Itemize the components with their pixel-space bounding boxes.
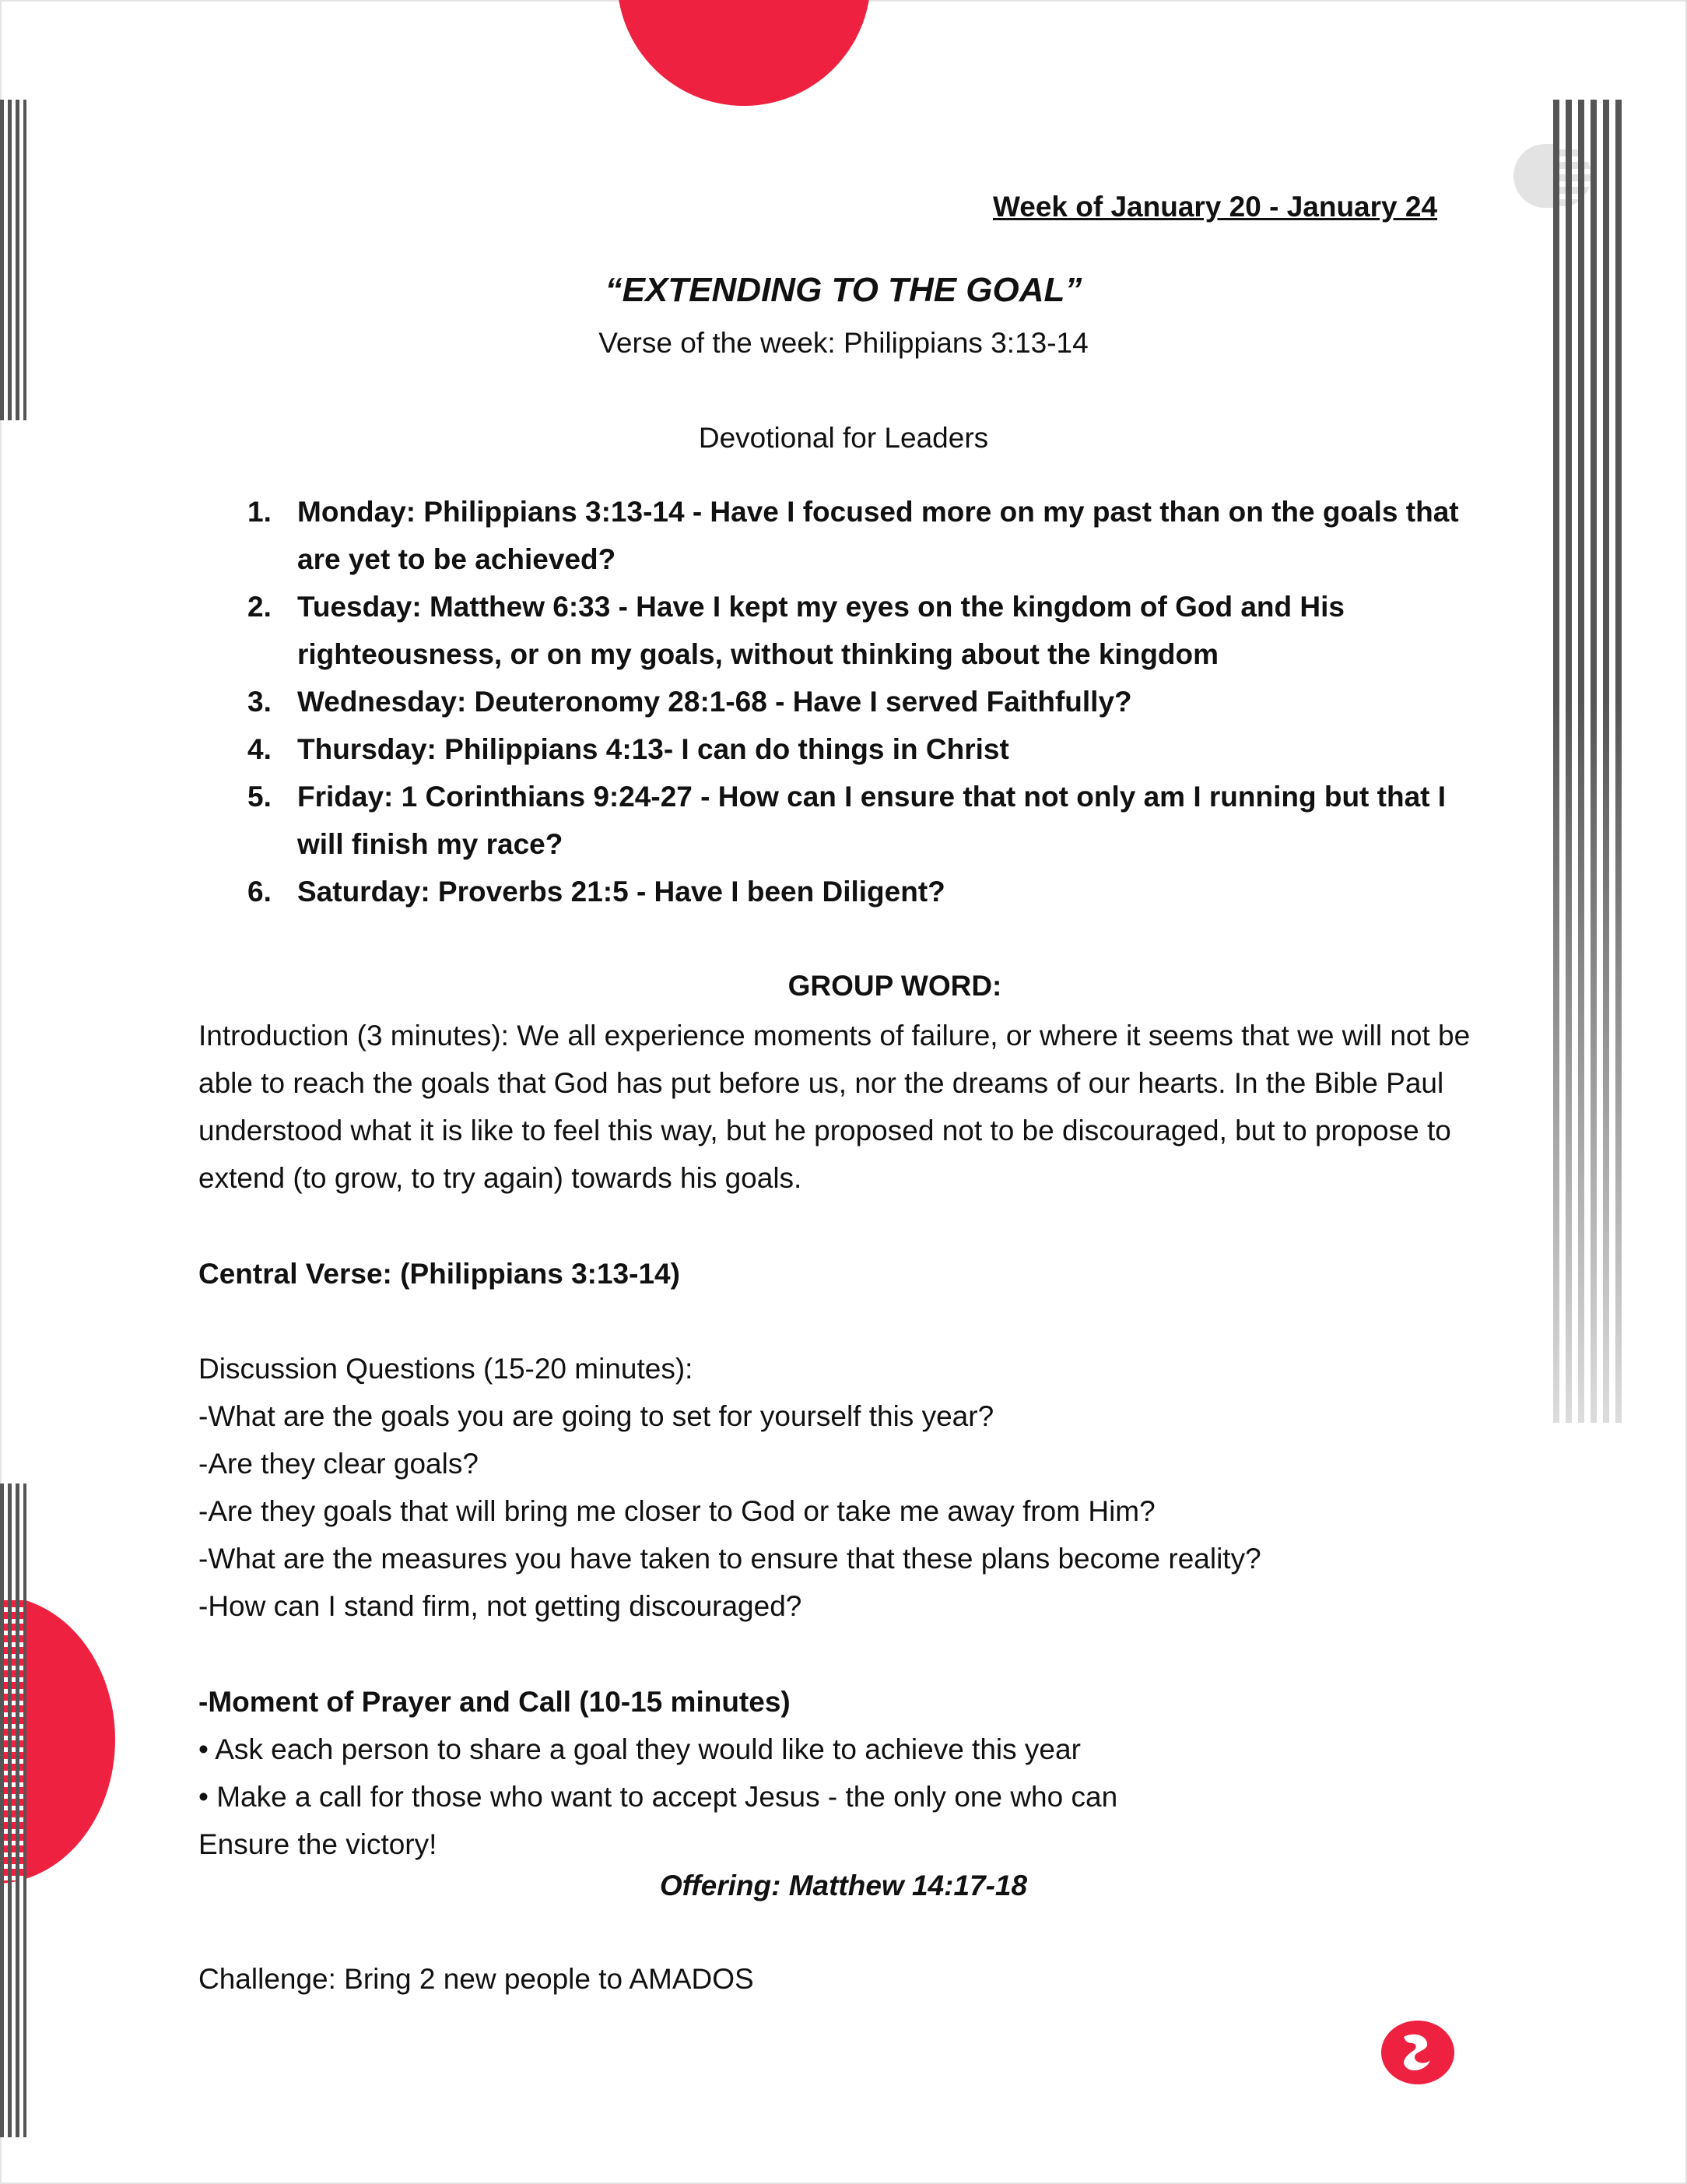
discussion-heading: Discussion Questions (15-20 minutes):: [198, 1353, 693, 1385]
prayer-bullet: • Make a call for those who want to accept Jesus - the only one who can: [198, 1781, 1118, 1813]
church-logo-icon: [1380, 2020, 1455, 2085]
list-text: Friday: 1 Corinthians 9:24-27 - How can I ensure that not only am I running but that I will finish my race?: [297, 781, 1447, 860]
central-verse: Central Verse: (Philippians 3:13-14): [198, 1258, 680, 1290]
list-item: [247, 773, 1492, 868]
discussion-question: -Are they goals that will bring me closer to God or take me away from Him?: [198, 1495, 1156, 1527]
prayer-heading: -Moment of Prayer and Call (10-15 minutes): [198, 1686, 791, 1718]
introduction-paragraph: Introduction (3 minutes): We all experience moments of failure, or where it seems that we will not be able to reach the goals that God has put before us, nor the dreams of our hearts. In the Bible Paul understood what it is like to feel this way, but he proposed not to be discouraged, but to propose to extend (to grow, to try again) towards his goals.: [198, 1020, 1471, 1194]
list-number: 3.: [247, 686, 272, 718]
discussion-question: -What are the goals you are going to set for yourself this year?: [198, 1400, 994, 1432]
list-item: [247, 678, 1492, 725]
discussion-question: -How can I stand firm, not getting discouraged?: [198, 1590, 802, 1622]
challenge-line: Challenge: Bring 2 new people to AMADOS: [198, 1963, 754, 1995]
list-item: [247, 488, 1492, 583]
discussion-question: -Are they clear goals?: [198, 1448, 479, 1480]
list-number: 2.: [247, 591, 272, 623]
list-number: 4.: [247, 733, 272, 765]
list-number: 6.: [247, 876, 272, 908]
list-item: [247, 725, 1492, 773]
list-item: [247, 868, 1492, 915]
page-title: “EXTENDING TO THE GOAL”: [605, 271, 1082, 309]
list-text: Monday: Philippians 3:13-14 - Have I focused more on my past than on the goals that are yet to be achieved?: [297, 496, 1459, 575]
decorative-dots-right-fade: [1553, 700, 1628, 1424]
readings-list: [247, 488, 1492, 915]
discussion-question: -What are the measures you have taken to ensure that these plans become reality?: [198, 1543, 1261, 1575]
decorative-dots-left-top: [0, 100, 26, 420]
devotional-heading: Devotional for Leaders: [698, 422, 989, 454]
week-range: Week of January 20 - January 24: [993, 191, 1438, 223]
prayer-bullet: • Ask each person to share a goal they would like to achieve this year: [198, 1733, 1081, 1765]
decorative-dots-left-bottom: [0, 1484, 26, 2137]
verse-of-week: Verse of the week: Philippians 3:13-14: [598, 327, 1089, 359]
list-number: 1.: [247, 496, 272, 528]
list-text: Wednesday: Deuteronomy 28:1-68 - Have I served Faithfully?: [297, 686, 1132, 718]
prayer-section: [198, 1678, 1506, 1868]
list-text: Saturday: Proverbs 21:5 - Have I been Diligent?: [297, 876, 945, 908]
list-number: 5.: [247, 781, 272, 813]
list-text: Thursday: Philippians 4:13- I can do things in Christ: [297, 733, 1009, 765]
list-item: [247, 583, 1492, 678]
list-text: Tuesday: Matthew 6:33 - Have I kept my eyes on the kingdom of God and His righteousness, or on my goals, without thinking about the kingdom: [297, 591, 1345, 670]
offering-line: Offering: Matthew 14:17-18: [659, 1870, 1028, 1901]
discussion-section: [198, 1345, 1506, 1630]
group-word-heading: GROUP WORD:: [787, 970, 1002, 1002]
prayer-closing: Ensure the victory!: [198, 1828, 437, 1860]
